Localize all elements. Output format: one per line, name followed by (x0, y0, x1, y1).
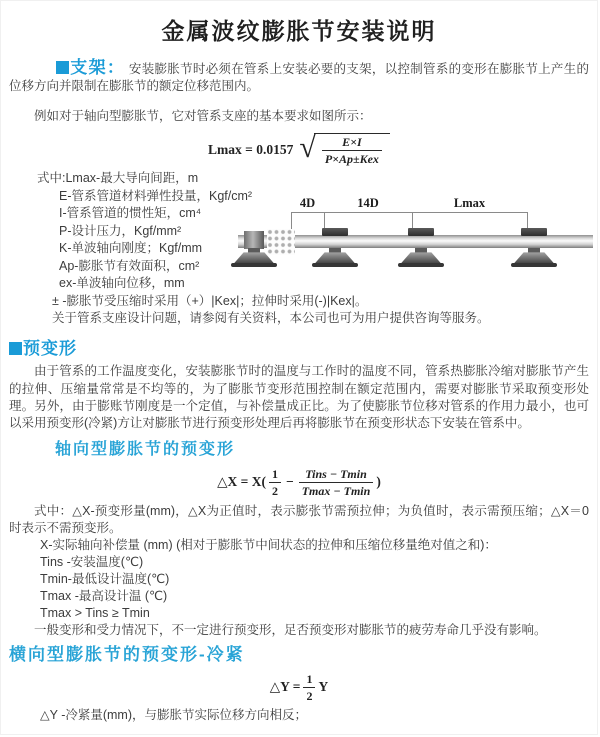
variable-line: 关于管系支座设计问题，请参阅有关资料，本公司也可为用户提供咨询等服务。 (52, 311, 490, 326)
support-pedestal (401, 252, 441, 263)
lateral-note: △Y -冷紧量(mm)，与膨胀节实际位移方向相反； (40, 707, 308, 722)
pipe-support (398, 196, 444, 292)
temp-numerator: Tins − Tmin (299, 467, 374, 483)
predeform-section-heading (9, 339, 589, 359)
dy-numerator: 1 (303, 672, 315, 688)
formula-dx-half (269, 467, 281, 498)
temp-denominator: Tmax − Tmin (301, 483, 371, 498)
variable-line: 式中:Lmax-最大导向间距，m (37, 171, 199, 186)
support-base (398, 263, 444, 267)
note-line: 一般变形和受力情况下，不一定进行预变形，足否预变形对膨胀节的疲劳寿命几乎没有影响。 (34, 622, 547, 637)
variable-definitions (9, 170, 589, 330)
variable-line: E-管系管道材料弹性投量，Kgf/cm² (59, 188, 253, 203)
formula-dy-half (303, 672, 315, 703)
anchor-block (244, 231, 264, 249)
formula-lmax-radicand (314, 133, 390, 166)
support-cap (408, 228, 434, 236)
support-section-heading: 支架： (70, 58, 126, 77)
axial-notes (9, 503, 589, 639)
half-numerator: 1 (269, 467, 281, 483)
formula-delta-x (9, 467, 589, 498)
minus-operator: − (286, 474, 294, 490)
half-denominator: 2 (272, 483, 278, 498)
formula-dx-rhs: ) (376, 474, 381, 490)
note-line: X-实际轴向补偿量 (mm) (相对于膨胀节中间状态的拉伸和压缩位移量绝对值之和)： (40, 537, 497, 552)
variable-line: Ap-膨胀节有效面积，cm² (59, 258, 200, 273)
variable-line: K-单波轴向刚度；Kgf/mm (59, 241, 203, 256)
predeform-heading-label: 预变形 (23, 339, 77, 359)
formula-lmax-numerator: E×I (322, 135, 382, 151)
pipe-support-diagram (238, 196, 593, 292)
support-pedestal (234, 252, 274, 263)
formula-delta-y (9, 672, 589, 703)
formula-dx-temp-fraction (299, 467, 374, 498)
support-intro-text: 安装膨胀节时必须在管系上安装必要的支架，以控制管系的变形在膨胀节上产生的位移方向并限制在膨胀节的额定位移范围内。 (9, 62, 589, 94)
support-pedestal (514, 252, 554, 263)
support-cap (521, 228, 547, 236)
pipe-support (312, 196, 358, 292)
formula-lmax-fraction (322, 135, 382, 166)
lateral-subheading: 横向型膨胀节的预变形-冷紧 (9, 644, 245, 664)
note-line: Tmax > Tins ≥ Tmin (40, 605, 150, 620)
axial-subheading: 轴向型膨胀节的预变形 (55, 440, 236, 458)
formula-lmax-lhs: Lmax = 0.0157 (208, 142, 294, 158)
support-paragraph (9, 59, 589, 96)
support-cap (322, 228, 348, 236)
dim-label-lmax: Lmax (453, 196, 486, 211)
note-line: Tmax -最高设计温 (℃) (40, 588, 168, 603)
dy-denominator: 2 (306, 688, 313, 703)
variable-line: P-设计压力，Kgf/mm² (59, 223, 182, 238)
pipe-anchor (231, 196, 277, 292)
support-base (231, 263, 277, 267)
note-line: Tins -安装温度(℃) (40, 554, 144, 569)
formula-dy-rhs: Y (318, 679, 329, 695)
dim-label-14d: 14D (357, 196, 379, 211)
formula-lmax (9, 130, 589, 167)
support-pedestal (315, 252, 355, 263)
variable-line: I-管系管道的惯性矩，cm⁴ (59, 206, 202, 221)
variable-line: ex-单波轴向位移，mm (59, 276, 185, 291)
page-title: 金属波纹膨胀节安装说明 (161, 18, 437, 44)
dim-label-4d: 4D (299, 196, 316, 211)
support-base (312, 263, 358, 267)
support-example-text: 例如对于轴向型膨胀节，它对管系支座的基本要求如图所示： (34, 109, 372, 124)
formula-dy-lhs: △Y = (269, 679, 301, 695)
support-base (511, 263, 557, 267)
formula-lmax-denominator: P×Ap±Kex (324, 152, 379, 167)
note-line: 式中：△X-预变形量(mm)，△X为正值时，表示膨张节需预拉伸；为负值时，表示需预压缩；△X＝0时表示不需预变形。 (9, 503, 589, 535)
predeform-body-text: 由于管系的工作温度变化，安装膨胀节时的温度与工作时的温度不同，管系热膨胀冷缩对膨胀节产生的拉伸、压缩量常常是不均等的，为了膨胀节变形范围控制在额定范围内，需要对膨胀节采取预变形处理。另外，由于膨账节刚度是一个定值，与补偿量成正比。为了使膨胀节位移对管系的作用力最小，也可以采用预变形(冷紧)方让对膨胀节进行预变形处理后再将膨胀节在预变形状态下安装在管系中。 (9, 364, 589, 431)
section-bullet-icon (56, 61, 69, 74)
pipe-support (511, 196, 557, 292)
sqrt-radical-icon: √ (299, 130, 316, 164)
variable-line: ± -膨胀节受压缩时采用（+）|Kex|；拉伸时采用(-)|Kex|。 (52, 293, 368, 308)
formula-dx-lhs: △X = X( (217, 474, 266, 490)
section-bullet-icon (9, 342, 22, 355)
note-line: Tmin-最低设计温度(℃) (40, 571, 170, 586)
